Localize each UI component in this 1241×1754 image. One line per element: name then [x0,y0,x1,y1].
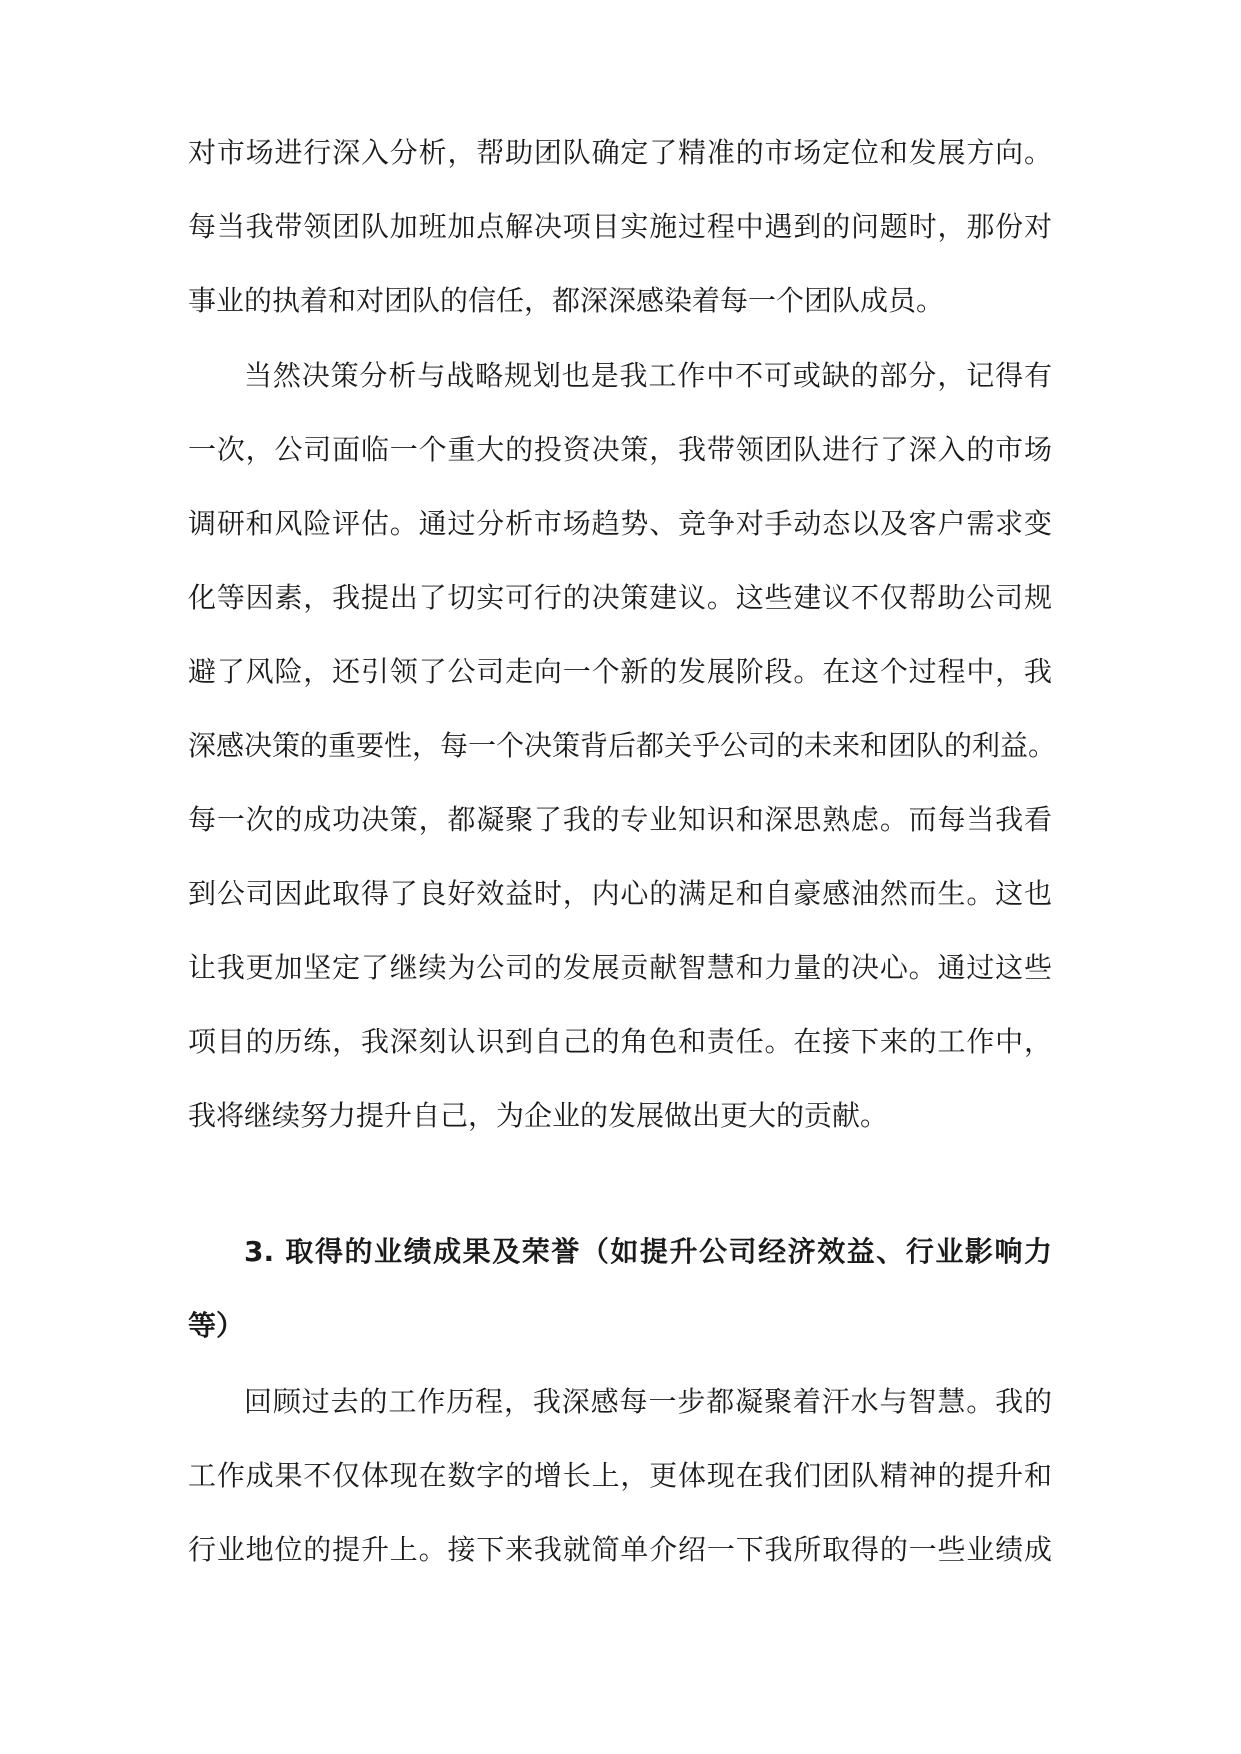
paragraph-line: 避了风险，还引领了公司走向一个新的发展阶段。在这个过程中，我 [188,655,1052,688]
paragraph-line: 每当我带领团队加班加点解决项目实施过程中遇到的问题时，那份对 [188,210,1052,243]
paragraph-line: 一次，公司面临一个重大的投资决策，我带领团队进行了深入的市场 [188,433,1052,466]
paragraph-line: 项目的历练，我深刻认识到自己的角色和责任。在接下来的工作中， [188,1025,1052,1058]
paragraph-line: 每一次的成功决策，都凝聚了我的专业知识和深思熟虑。而每当我看 [188,803,1052,836]
paragraph-line: 事业的执着和对团队的信任，都深深感染着每一个团队成员。 [188,284,945,317]
paragraph-line: 深感决策的重要性，每一个决策背后都关乎公司的未来和团队的利益。 [188,729,1057,762]
paragraph-line: 我将继续努力提升自己，为企业的发展做出更大的贡献。 [188,1099,889,1132]
section-heading: 3. 取得的业绩成果及荣誉（如提升公司经济效益、行业影响力 [244,1235,1052,1268]
paragraph-line: 回顾过去的工作历程，我深感每一步都凝聚着汗水与智慧。我的 [244,1385,1052,1418]
paragraph-line: 工作成果不仅体现在数字的增长上，更体现在我们团队精神的提升和 [188,1459,1052,1492]
paragraph-line: 调研和风险评估。通过分析市场趋势、竞争对手动态以及客户需求变 [188,507,1052,540]
paragraph-line: 当然决策分析与战略规划也是我工作中不可或缺的部分，记得有 [244,359,1052,392]
section-heading-continued: 等） [188,1309,245,1342]
paragraph-line: 到公司因此取得了良好效益时，内心的满足和自豪感油然而生。这也 [188,877,1052,910]
paragraph-line: 行业地位的提升上。接下来我就简单介绍一下我所取得的一些业绩成 [188,1533,1052,1566]
paragraph-line: 让我更加坚定了继续为公司的发展贡献智慧和力量的决心。通过这些 [188,951,1052,984]
paragraph-line: 对市场进行深入分析，帮助团队确定了精准的市场定位和发展方向。 [188,136,1052,169]
paragraph-line: 化等因素，我提出了切实可行的决策建议。这些建议不仅帮助公司规 [188,581,1052,614]
